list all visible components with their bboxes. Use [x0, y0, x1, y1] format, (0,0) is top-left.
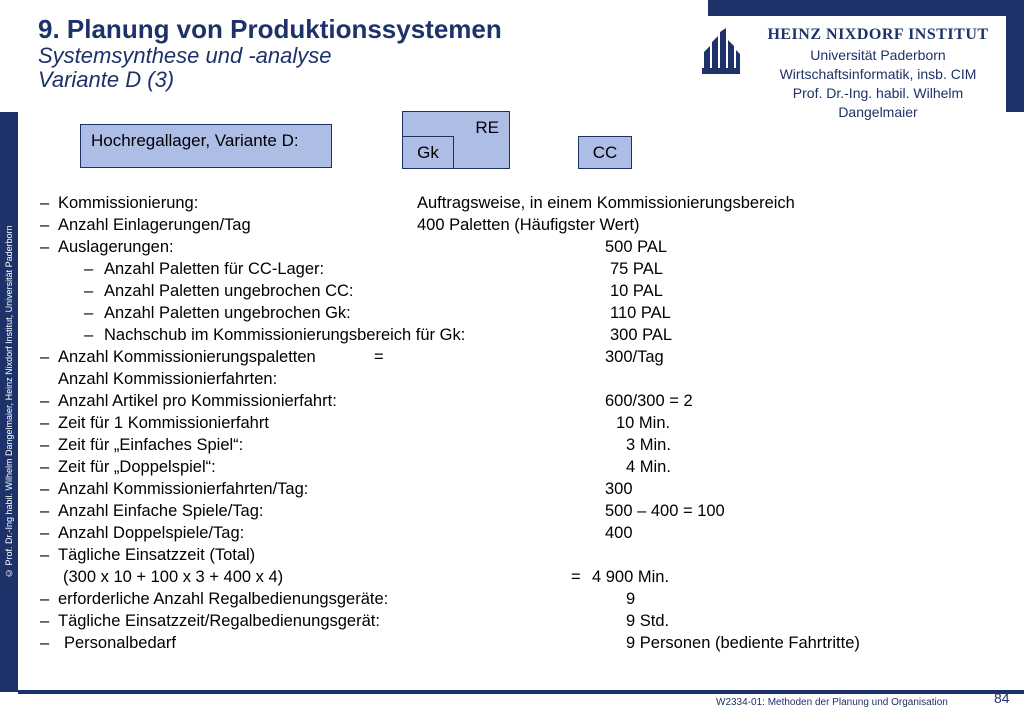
gk-box [402, 136, 454, 169]
cc-label: CC [592, 142, 618, 162]
list-item [38, 566, 938, 588]
list-item [38, 258, 938, 280]
item-label: Anzahl Artikel pro Kommissionierfahrt: [58, 392, 337, 410]
item-value: 3 Min. [626, 436, 671, 454]
item-value: 500 PAL [605, 238, 668, 256]
item-value: 600/300 = 2 [605, 392, 693, 410]
item-value: 4 Min. [626, 458, 671, 476]
item-value: 110 PAL [610, 304, 671, 322]
gk-label: Gk [417, 142, 439, 162]
item-label: Anzahl Kommissionierfahrten: [58, 370, 278, 388]
bullet: – [40, 590, 50, 608]
top-band [708, 0, 1024, 16]
institute-line1: Universität Paderborn [810, 47, 946, 63]
institute-logo-icon [700, 28, 742, 76]
bullet: – [40, 414, 50, 432]
bullet: – [84, 260, 94, 278]
bullet: – [40, 458, 50, 476]
item-label: Kommissionierung: [58, 194, 199, 212]
copyright-text: © Prof. Dr.-Ing habil. Wilhelm Dangelmaier, Heinz Nixdorf Institut, Universität Paderborn [4, 225, 14, 579]
list-item [38, 368, 938, 390]
item-value: 4 900 Min. [592, 568, 670, 586]
item-value: 300 [605, 480, 633, 498]
item-value: 300 PAL [610, 326, 673, 344]
list-item [38, 324, 938, 346]
list-item [38, 214, 938, 236]
institute-block [752, 24, 1004, 122]
title-main: 9. Planung von Produktionssystemen [38, 14, 502, 44]
item-label: Auslagerungen: [58, 238, 174, 256]
item-value: 9 [626, 590, 636, 608]
equals-sign: = [374, 348, 384, 366]
list-item [38, 544, 938, 566]
list-item [38, 456, 938, 478]
list-item [38, 192, 938, 214]
bullet: – [84, 282, 94, 300]
institute-line3: Prof. Dr.-Ing. habil. Wilhelm Dangelmaier [792, 85, 964, 120]
list-item [38, 632, 938, 654]
list-item [38, 302, 938, 324]
list-item [38, 390, 938, 412]
bullet: – [40, 502, 50, 520]
item-label: Tägliche Einsatzzeit (Total) [58, 546, 256, 564]
item-value: 9 Personen (bediente Fahrtritte) [626, 634, 860, 652]
item-label: Anzahl Kommissionierfahrten/Tag: [58, 480, 309, 498]
item-label: Anzahl Einlagerungen/Tag [58, 216, 251, 234]
list-item [38, 500, 938, 522]
bullet: – [40, 194, 50, 212]
hochregal-box [80, 124, 332, 168]
item-label: Anzahl Paletten für CC-Lager: [104, 260, 325, 278]
re-label: RE [475, 118, 499, 137]
item-label: Nachschub im Kommissionierungsbereich für Gk: [104, 326, 466, 344]
item-value: 500 – 400 = 100 [605, 502, 725, 520]
bullet: – [40, 392, 50, 410]
item-label: (300 x 10 + 100 x 3 + 400 x 4) [63, 568, 284, 586]
item-label: Anzahl Paletten ungebrochen CC: [104, 282, 354, 300]
bullet: – [84, 326, 94, 344]
top-right-strip [1006, 16, 1024, 112]
footer-course: W2334-01: Methoden der Planung und Organisation [716, 697, 948, 708]
title-sub2: Variante D (3) [38, 67, 175, 92]
bullet: – [40, 238, 50, 256]
page-title [38, 14, 502, 92]
bullet: – [40, 436, 50, 454]
item-label: Anzahl Doppelspiele/Tag: [58, 524, 245, 542]
item-label: Zeit für „Doppelspiel“: [58, 458, 216, 476]
page-number: 84 [994, 690, 1010, 706]
list-item [38, 588, 938, 610]
item-label: Zeit für 1 Kommissionierfahrt [58, 414, 269, 432]
item-value: 75 PAL [610, 260, 663, 278]
list-item [38, 346, 938, 368]
item-value: 10 Min. [616, 414, 671, 432]
item-value: 10 PAL [610, 282, 663, 300]
bullet: – [40, 634, 50, 652]
item-label: Anzahl Paletten ungebrochen Gk: [104, 304, 351, 322]
hochregal-label: Hochregallager, Variante D: [91, 131, 299, 150]
item-value: 9 Std. [626, 612, 670, 630]
bullet: – [40, 524, 50, 542]
list-item [38, 412, 938, 434]
item-value: 400 [605, 524, 633, 542]
list-item [38, 478, 938, 500]
bullet: – [84, 304, 94, 322]
bullet: – [40, 546, 50, 564]
item-value: 400 Paletten (Häufigster Wert) [417, 216, 640, 234]
bullet: – [40, 480, 50, 498]
list-item [38, 434, 938, 456]
item-label: Anzahl Kommissionierungspaletten [58, 348, 316, 366]
list-item [38, 236, 938, 258]
equals-sign: = [571, 568, 581, 586]
cc-box [578, 136, 632, 169]
item-label: Personalbedarf [64, 634, 176, 652]
item-label: Tägliche Einsatzzeit/Regalbedienungsgerät: [58, 612, 380, 630]
item-value: 300/Tag [605, 348, 664, 366]
item-label: Zeit für „Einfaches Spiel“: [58, 436, 244, 454]
item-value: Auftragsweise, in einem Kommissionierungsbereich [417, 194, 795, 212]
bullet: – [40, 612, 50, 630]
list-item [38, 280, 938, 302]
institute-line2: Wirtschaftsinformatik, insb. CIM [779, 66, 977, 82]
list-item [38, 610, 938, 632]
title-sub1: Systemsynthese und -analyse [38, 43, 332, 68]
content-list [38, 192, 938, 654]
bullet: – [40, 216, 50, 234]
institute-name: HEINZ NIXDORF INSTITUT [767, 26, 989, 43]
item-label: Anzahl Einfache Spiele/Tag: [58, 502, 264, 520]
bullet: – [40, 348, 50, 366]
item-label: erforderliche Anzahl Regalbedienungsgeräte: [58, 590, 389, 608]
footer-bar [18, 690, 1024, 694]
list-item [38, 522, 938, 544]
